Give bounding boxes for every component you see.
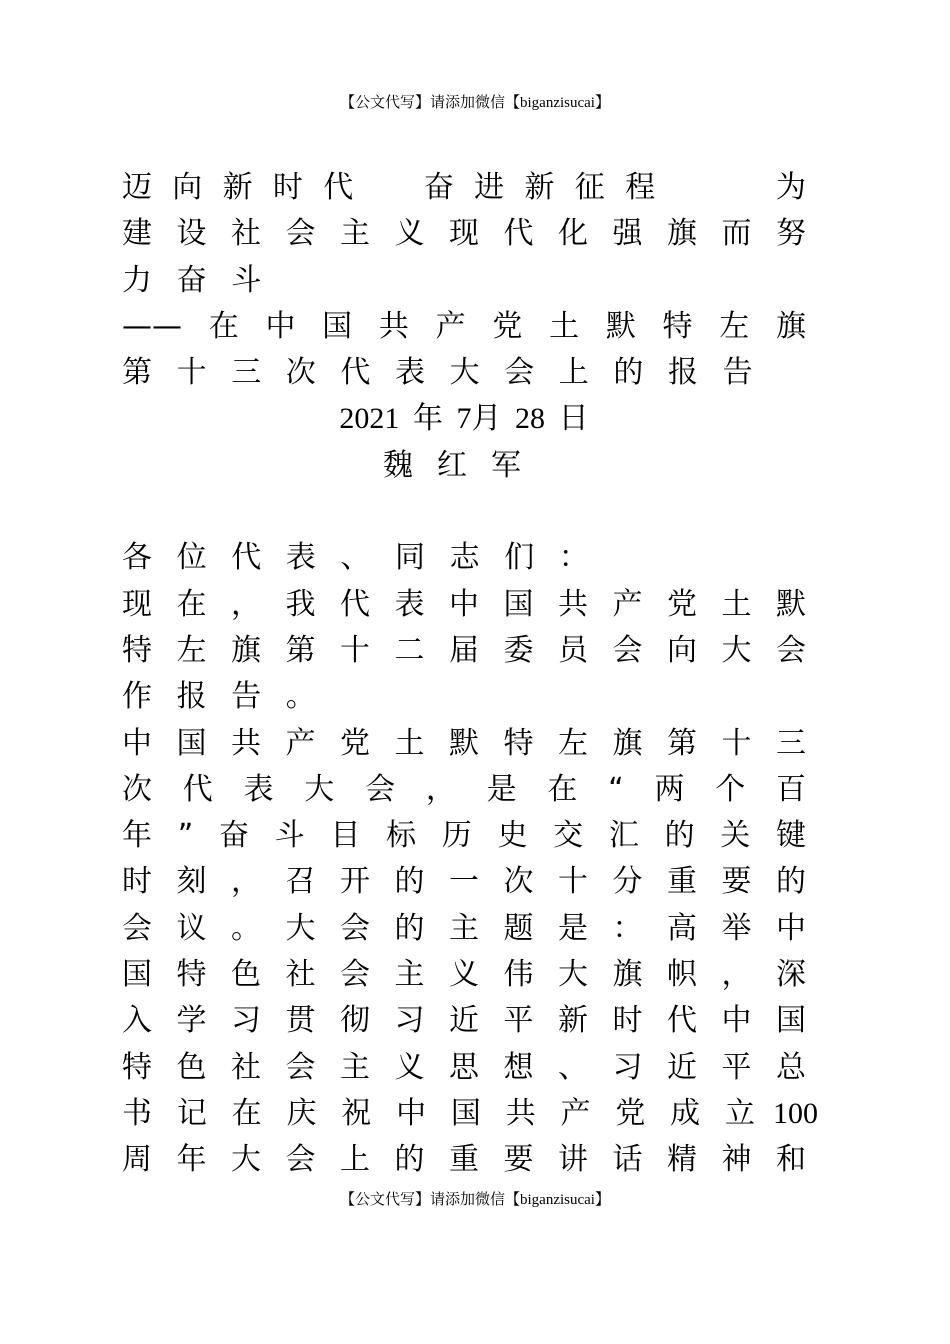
body-line: 作报告。 xyxy=(122,679,341,715)
body-line: 特左旗第十二届委员会向大会 xyxy=(122,632,806,668)
body-line: 周年大会上的重要讲话精神和 xyxy=(122,1142,806,1178)
subtitle-line: 第十三次代表大会上的报告 xyxy=(122,355,778,391)
date-day-unit: 日 xyxy=(558,401,589,437)
page-footer-watermark: 【公文代写】请添加微信【biganzisucai】 xyxy=(340,1192,610,1208)
title-line: 力奋斗 xyxy=(122,262,286,298)
author: 魏红军 xyxy=(383,447,545,483)
salutation: 各位代表、同志们： xyxy=(122,540,614,576)
title-line: 建设社会主义现代化强旗而努 xyxy=(122,216,806,252)
date-day: 28 xyxy=(515,402,546,436)
body-line: 次代表大会，是在“两个百 xyxy=(122,771,806,807)
date-month: 7 xyxy=(456,402,472,436)
body-line: 国特色社会主义伟大旗帜，深 xyxy=(122,957,806,993)
body-line xyxy=(122,1091,818,1137)
report-date xyxy=(122,396,806,442)
title-line: 迈向新时代 奋进新征程 为 xyxy=(122,170,806,205)
body-line: 现在，我代表中国共产党土默 xyxy=(122,586,806,622)
date-year-unit: 年 xyxy=(412,401,443,437)
page-header-watermark: 【公文代写】请添加微信【biganzisucai】 xyxy=(340,95,610,111)
body-number: 100 xyxy=(773,1096,818,1130)
body-line: 特色社会主义思想、习近平总 xyxy=(122,1049,806,1085)
body-line: 时刻，召开的一次十分重要的 xyxy=(122,864,806,900)
date-month-unit: 月 xyxy=(471,401,502,437)
body-line: 入学习贯彻习近平新时代中国 xyxy=(122,1003,806,1039)
body-line: 中国共产党土默特左旗第十三 xyxy=(122,725,806,761)
body-line: 年”奋斗目标历史交汇的关键 xyxy=(122,818,806,854)
body-line: 会议。大会的主题是：高举中 xyxy=(122,910,806,946)
document-body xyxy=(122,165,818,1184)
subtitle-line: ——在中国共产党土默特左旗 xyxy=(122,308,806,344)
body-line-text: 书记在庆祝中国共产党成立 xyxy=(122,1095,755,1131)
date-year: 2021 xyxy=(339,402,400,436)
